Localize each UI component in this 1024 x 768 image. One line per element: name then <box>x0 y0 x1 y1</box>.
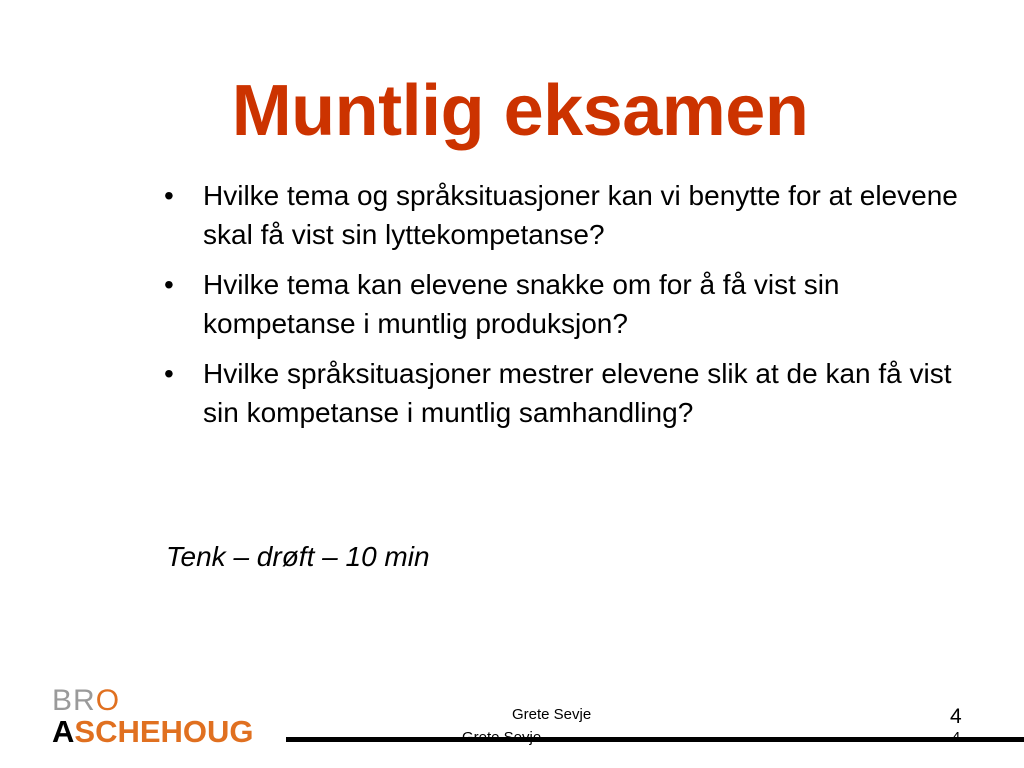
logo-line-bro: BRO <box>52 684 121 717</box>
page-number: 4 <box>950 705 962 728</box>
bullet-icon: • <box>164 358 174 389</box>
publisher-logo <box>52 686 254 748</box>
bullet-icon: • <box>164 269 174 300</box>
footer-author-repeat: Grete Sevje <box>462 729 542 746</box>
page-number-repeat: 4 <box>952 729 961 746</box>
logo-line-aschehoug: ASCHEHOUG <box>52 714 254 749</box>
bullet-text: Hvilke språksituasjoner mestrer elevene slik at de kan få vist sin kompetanse i muntlig samhandling? <box>203 358 952 428</box>
bullet-text: Hvilke tema kan elevene snakke om for å få vist sin kompetanse i muntlig produksjon? <box>203 269 840 339</box>
bullet-item <box>164 354 974 432</box>
bullet-list <box>164 176 974 443</box>
slide-title: Muntlig eksamen <box>231 71 809 151</box>
activity-note: Tenk – drøft – 10 min <box>166 541 430 572</box>
bullet-icon: • <box>164 180 174 211</box>
bullet-text: Hvilke tema og språksituasjoner kan vi benytte for at elevene skal få vist sin lyttekompetanse? <box>203 180 958 250</box>
bullet-item <box>164 176 974 254</box>
footer-divider <box>286 737 1024 742</box>
bullet-item <box>164 265 974 343</box>
footer-author: Grete Sevje <box>512 706 592 723</box>
